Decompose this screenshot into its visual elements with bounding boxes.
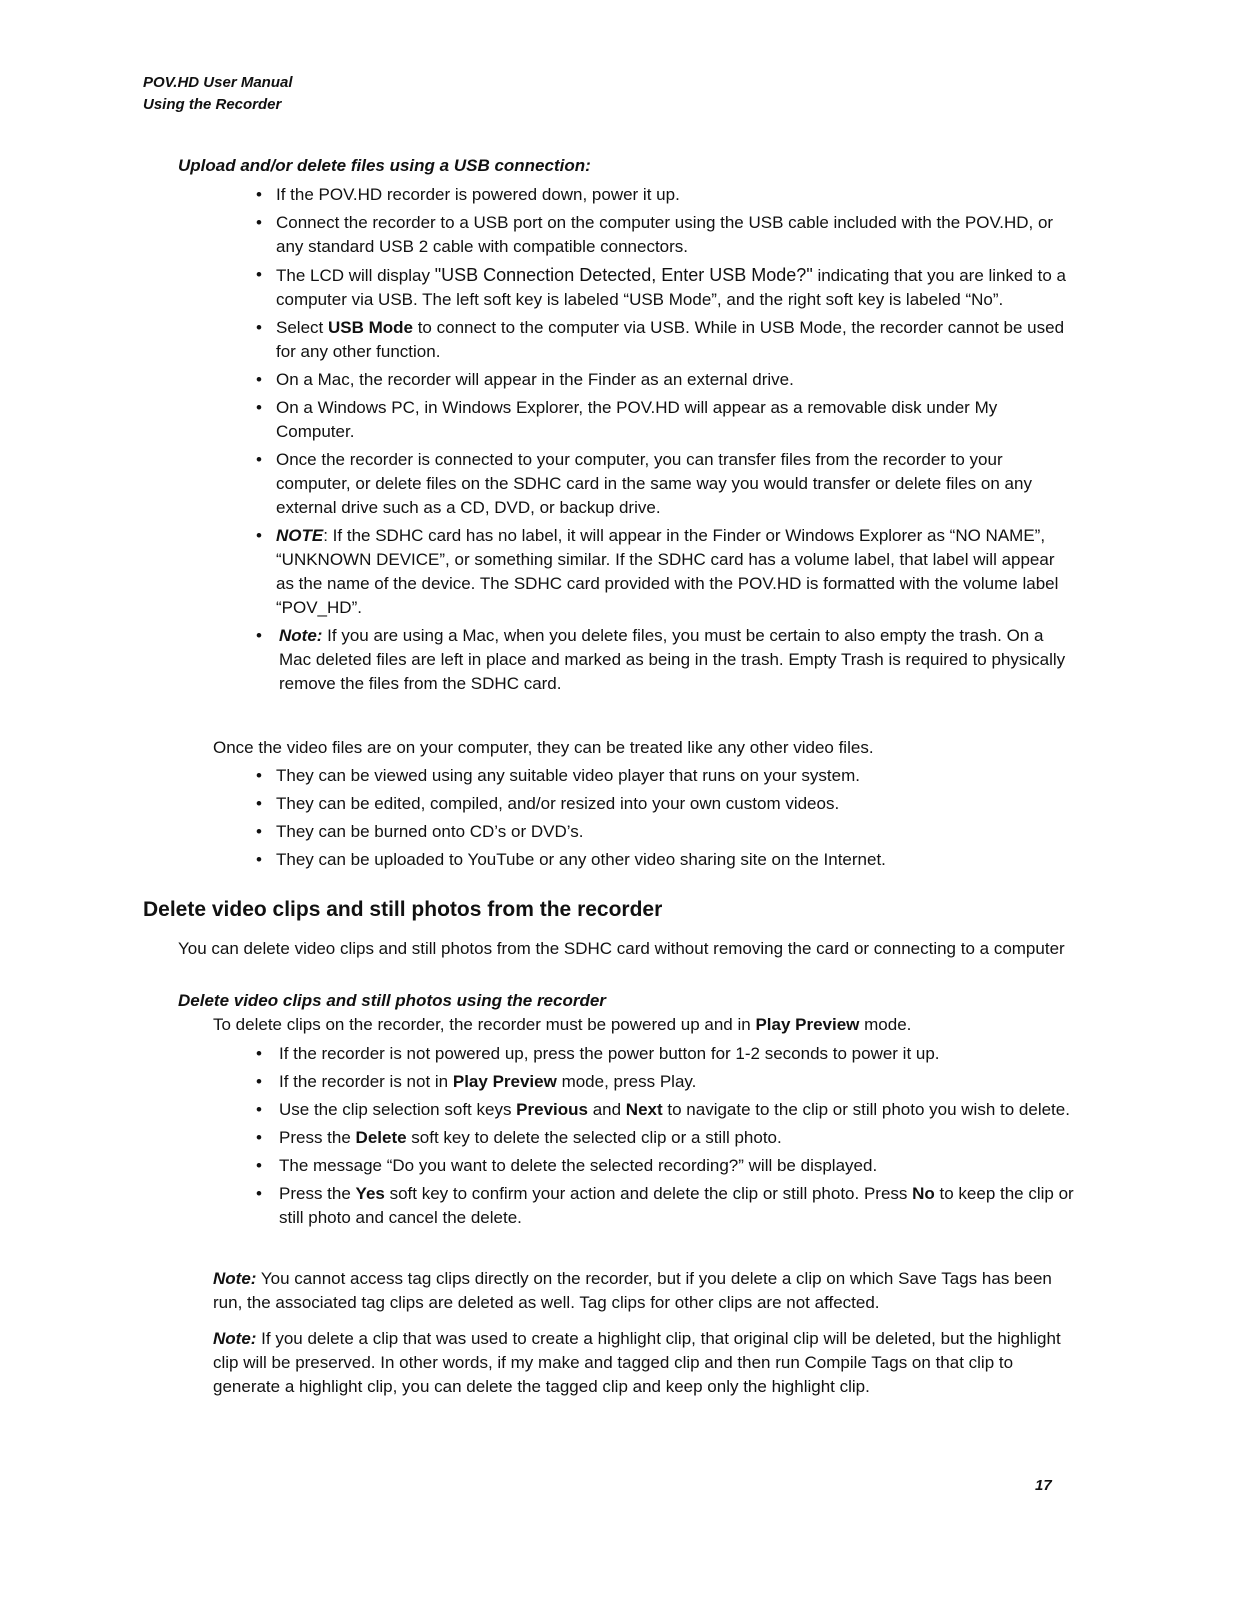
delete-section-intro: You can delete video clips and still photos from the SDHC card without removing the card or connecting to a computer xyxy=(178,939,1065,958)
list-item: • If the POV.HD recorder is powered down, power it up. xyxy=(254,183,1074,207)
list-item: • They can be edited, compiled, and/or resized into your own custom videos. xyxy=(254,792,1074,816)
note-label: Note: xyxy=(279,626,323,645)
list-item: • Select USB Mode to connect to the computer via USB. While in USB Mode, the recorder cannot be used for any other function. xyxy=(254,316,1074,364)
note-label: Note: xyxy=(213,1329,257,1348)
list-item: • On a Windows PC, in Windows Explorer, the POV.HD will appear as a removable disk under My Computer. xyxy=(254,396,1074,444)
header-chapter-title: Using the Recorder xyxy=(143,96,282,113)
running-header xyxy=(143,72,293,116)
list-item: • Press the Yes soft key to confirm your action and delete the clip or still photo. Press No to keep the clip or still photo and cancel the delete. xyxy=(254,1182,1074,1230)
list-item: • Once the recorder is connected to your computer, you can transfer files from the recorder to your computer, or delete files on the SDHC card in the same way you would transfer or delete files on any external drive such as a CD, DVD, or backup drive. xyxy=(254,448,1074,520)
note-label: Note: xyxy=(213,1269,257,1288)
list-item: • Note: If you are using a Mac, when you delete files, you must be certain to also empty the trash. On a Mac deleted files are left in place and marked as being in the trash. Empty Trash is required to physically remove the files from the SDHC card. xyxy=(254,624,1074,696)
note-label: NOTE xyxy=(276,526,324,545)
list-item: • The LCD will display "USB Connection Detected, Enter USB Mode?" indicating that you are linked to a computer via USB. The left soft key is labeled “USB Mode”, and the right soft key is labeled “No”. xyxy=(254,263,1074,312)
delete-section-heading: Delete video clips and still photos from the recorder xyxy=(143,898,663,921)
list-item: • They can be uploaded to YouTube or any other video sharing site on the Internet. xyxy=(254,848,1074,872)
after-transfer-list xyxy=(254,764,1074,876)
delete-steps-list xyxy=(254,1042,1074,1234)
list-item: • On a Mac, the recorder will appear in the Finder as an external drive. xyxy=(254,368,1074,392)
list-item: • If the recorder is not powered up, press the power button for 1-2 seconds to power it up. xyxy=(254,1042,1074,1066)
list-item: • Connect the recorder to a USB port on the computer using the USB cable included with the POV.HD, or any standard USB 2 cable with compatible connectors. xyxy=(254,211,1074,259)
list-item: • They can be burned onto CD’s or DVD’s. xyxy=(254,820,1074,844)
note-highlight-clips: Note: If you delete a clip that was used to create a highlight clip, that original clip will be deleted, but the highlight clip will be preserved. In other words, if my make and tagged clip and then run Compile Tags on that clip to generate a highlight clip, you can delete the tagged clip and keep only the highlight clip. xyxy=(213,1329,1061,1396)
list-item: • NOTE: If the SDHC card has no label, it will appear in the Finder or Windows Explorer as “NO NAME”, “UNKNOWN DEVICE”, or something similar. If the SDHC card has a volume label, that label will appear as the name of the device. The SDHC card provided with the POV.HD is formatted with the volume label “POV_HD”. xyxy=(254,524,1074,620)
usb-steps-list xyxy=(254,183,1074,700)
delete-lead: To delete clips on the recorder, the recorder must be powered up and in Play Preview mode. xyxy=(213,1015,912,1034)
list-item: • If the recorder is not in Play Preview mode, press Play. xyxy=(254,1070,1074,1094)
list-item: • The message “Do you want to delete the selected recording?” will be displayed. xyxy=(254,1154,1074,1178)
list-item: • They can be viewed using any suitable video player that runs on your system. xyxy=(254,764,1074,788)
delete-subheading: Delete video clips and still photos using the recorder xyxy=(178,991,606,1010)
note-tag-clips: Note: You cannot access tag clips directly on the recorder, but if you delete a clip on which Save Tags has been run, the associated tag clips are deleted as well. Tag clips for other clips are not affected. xyxy=(213,1269,1052,1312)
page-number: 17 xyxy=(1035,1477,1052,1494)
lcd-message: "USB Connection Detected, Enter USB Mode?" xyxy=(434,265,813,285)
usb-section-title: Upload and/or delete files using a USB connection: xyxy=(178,156,591,175)
list-item: • Use the clip selection soft keys Previous and Next to navigate to the clip or still photo you wish to delete. xyxy=(254,1098,1074,1122)
header-manual-title: POV.HD User Manual xyxy=(143,74,293,91)
after-transfer-intro: Once the video files are on your computer, they can be treated like any other video files. xyxy=(213,738,874,757)
list-item: • Press the Delete soft key to delete the selected clip or a still photo. xyxy=(254,1126,1074,1150)
